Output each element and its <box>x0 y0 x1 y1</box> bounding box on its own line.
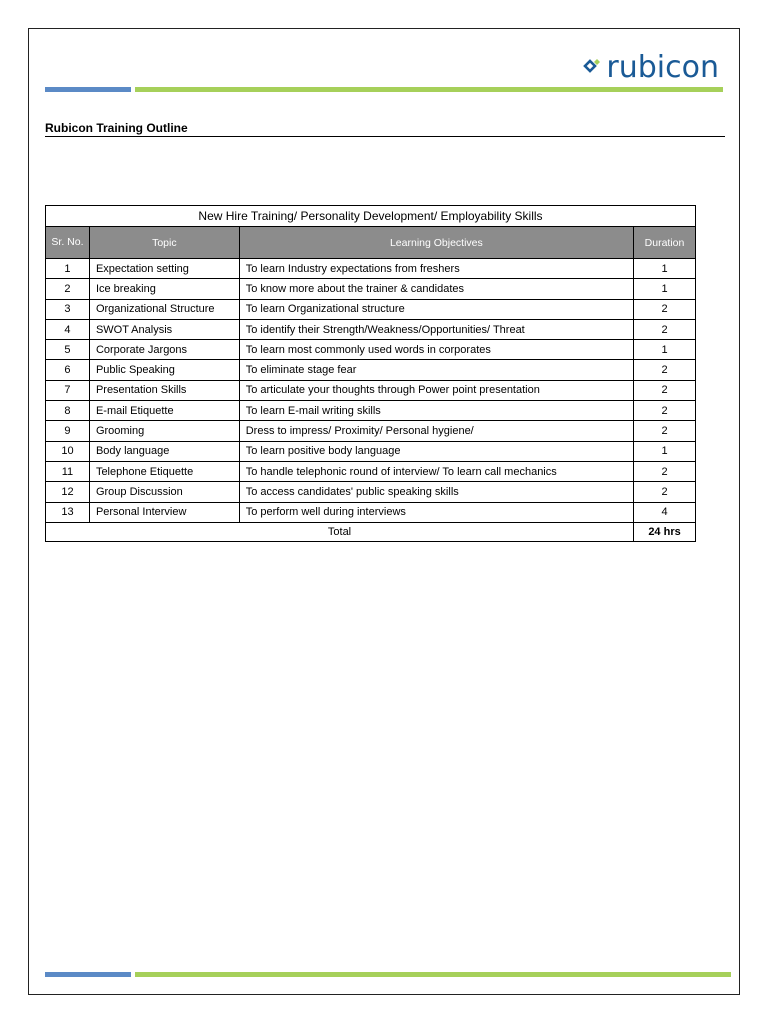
row-objective: To learn positive body language <box>239 441 633 461</box>
row-objective: To eliminate stage fear <box>239 360 633 380</box>
row-sr-no: 11 <box>46 461 90 481</box>
row-objective: To learn E-mail writing skills <box>239 401 633 421</box>
row-topic: Public Speaking <box>89 360 239 380</box>
row-duration: 1 <box>634 279 696 299</box>
table-row <box>46 482 696 502</box>
header-accent-bar-green <box>135 87 723 92</box>
table-row <box>46 279 696 299</box>
row-duration: 2 <box>634 360 696 380</box>
row-objective: To handle telephonic round of interview/ To learn call mechanics <box>239 461 633 481</box>
header-sr-no: Sr. No. <box>46 227 90 259</box>
row-duration: 1 <box>634 441 696 461</box>
header-learning-objectives: Learning Objectives <box>239 227 633 259</box>
row-sr-no: 7 <box>46 380 90 400</box>
row-topic: Telephone Etiquette <box>89 461 239 481</box>
row-objective: To learn most commonly used words in corporates <box>239 340 633 360</box>
row-objective: To articulate your thoughts through Power point presentation <box>239 380 633 400</box>
header-accent-bar-blue <box>45 87 131 92</box>
row-duration: 2 <box>634 401 696 421</box>
table-header-row <box>46 227 696 259</box>
document-title: Rubicon Training Outline <box>45 121 188 135</box>
row-objective: To learn Organizational structure <box>239 299 633 319</box>
row-sr-no: 2 <box>46 279 90 299</box>
total-label: Total <box>46 522 634 541</box>
row-sr-no: 10 <box>46 441 90 461</box>
footer-accent-bar-green <box>135 972 731 977</box>
table-caption: New Hire Training/ Personality Development/ Employability Skills <box>46 206 696 227</box>
row-sr-no: 3 <box>46 299 90 319</box>
row-duration: 2 <box>634 461 696 481</box>
row-topic: Corporate Jargons <box>89 340 239 360</box>
row-topic: Expectation setting <box>89 259 239 279</box>
row-duration: 1 <box>634 340 696 360</box>
row-topic: Organizational Structure <box>89 299 239 319</box>
title-divider <box>45 136 725 137</box>
row-sr-no: 1 <box>46 259 90 279</box>
row-sr-no: 9 <box>46 421 90 441</box>
row-objective: To access candidates' public speaking skills <box>239 482 633 502</box>
header-duration: Duration <box>634 227 696 259</box>
row-duration: 2 <box>634 482 696 502</box>
row-duration: 1 <box>634 259 696 279</box>
row-duration: 2 <box>634 319 696 339</box>
header-topic: Topic <box>89 227 239 259</box>
table-row <box>46 340 696 360</box>
table-row <box>46 319 696 339</box>
diamond-logo-icon <box>582 58 602 78</box>
row-duration: 4 <box>634 502 696 522</box>
table-row <box>46 441 696 461</box>
total-value: 24 hrs <box>634 522 696 541</box>
row-topic: Presentation Skills <box>89 380 239 400</box>
row-sr-no: 4 <box>46 319 90 339</box>
row-duration: 2 <box>634 380 696 400</box>
training-table <box>45 205 696 542</box>
row-topic: Ice breaking <box>89 279 239 299</box>
row-topic: Grooming <box>89 421 239 441</box>
row-duration: 2 <box>634 299 696 319</box>
table-row <box>46 259 696 279</box>
row-objective: To learn Industry expectations from freshers <box>239 259 633 279</box>
table-row <box>46 502 696 522</box>
table-row <box>46 401 696 421</box>
table-caption-row <box>46 206 696 227</box>
row-topic: Group Discussion <box>89 482 239 502</box>
row-topic: Body language <box>89 441 239 461</box>
row-duration: 2 <box>634 421 696 441</box>
row-objective: Dress to impress/ Proximity/ Personal hygiene/ <box>239 421 633 441</box>
row-sr-no: 8 <box>46 401 90 421</box>
footer-accent-bar-blue <box>45 972 131 977</box>
row-sr-no: 13 <box>46 502 90 522</box>
table-row <box>46 360 696 380</box>
row-objective: To identify their Strength/Weakness/Opportunities/ Threat <box>239 319 633 339</box>
document-page <box>28 28 740 995</box>
table-row <box>46 299 696 319</box>
total-row <box>46 522 696 541</box>
rubicon-logo <box>582 51 719 85</box>
row-objective: To perform well during interviews <box>239 502 633 522</box>
table-row <box>46 380 696 400</box>
row-topic: SWOT Analysis <box>89 319 239 339</box>
row-sr-no: 12 <box>46 482 90 502</box>
table-row <box>46 421 696 441</box>
row-objective: To know more about the trainer & candidates <box>239 279 633 299</box>
row-sr-no: 5 <box>46 340 90 360</box>
logo-text: rubicon <box>606 50 719 85</box>
row-sr-no: 6 <box>46 360 90 380</box>
row-topic: E-mail Etiquette <box>89 401 239 421</box>
table-row <box>46 461 696 481</box>
row-topic: Personal Interview <box>89 502 239 522</box>
